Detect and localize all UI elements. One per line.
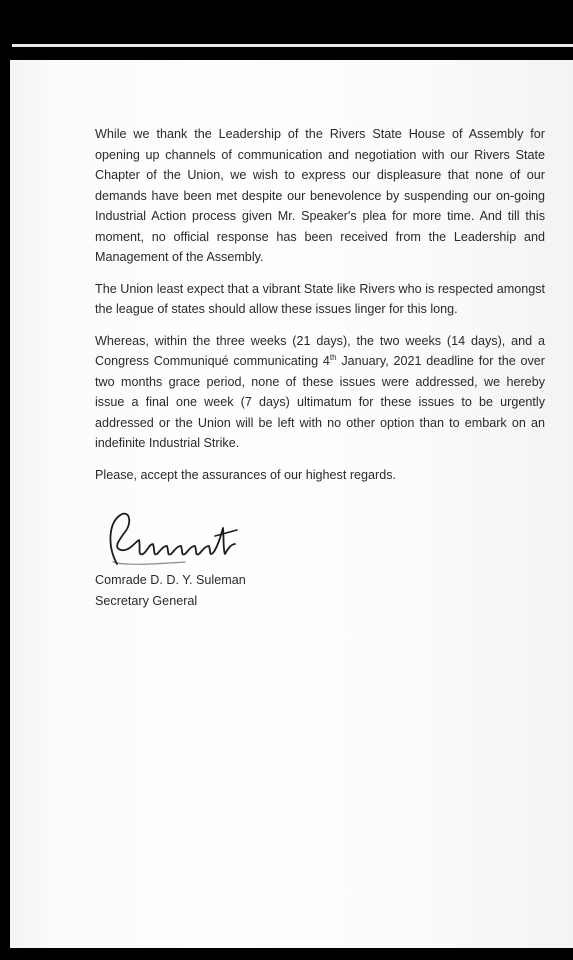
ultimatum-text-end: January, 2021 deadline for the over two months grace period, none of these issues were addressed, we hereby issue a final one week (7 days) ultimatum for these issues to be urgently addressed or the Union will be left with no other option than to embark on an indefinite Industrial Strike. <box>95 354 545 450</box>
letter-page <box>10 60 573 948</box>
letter-body <box>95 124 545 485</box>
top-divider <box>12 44 573 47</box>
signatory-title: Secretary General <box>95 593 198 608</box>
closing-regards: Please, accept the assurances of our highest regards. <box>95 467 397 482</box>
paragraph-ultimatum <box>95 331 545 454</box>
handwritten-signature <box>95 506 255 576</box>
paragraph-rivers-state: The Union least expect that a vibrant State like Rivers who is respected amongst the league of states should allow these issues linger for this long. <box>95 281 545 316</box>
ordinal-suffix: th <box>329 352 337 362</box>
signature-block <box>95 570 246 611</box>
signatory-name: Comrade D. D. Y. Suleman <box>95 573 246 587</box>
paragraph-assembly-thanks: While we thank the Leadership of the Rivers State House of Assembly for opening up channels of communication and negotiation with our Rivers State Chapter of the Union, we wish to express our displeasure that none of our demands have been met despite our benevolence by suspending our on-going Industrial Action process given Mr. Speaker's plea for more time. And till this moment, no official response has been received from the Leadership and Management of the Assembly. <box>95 127 545 264</box>
ultimatum-text-start: Whereas, within the three weeks (21 days), the two weeks (14 days), and a Congress Communiqué communicating 4 <box>95 333 545 368</box>
